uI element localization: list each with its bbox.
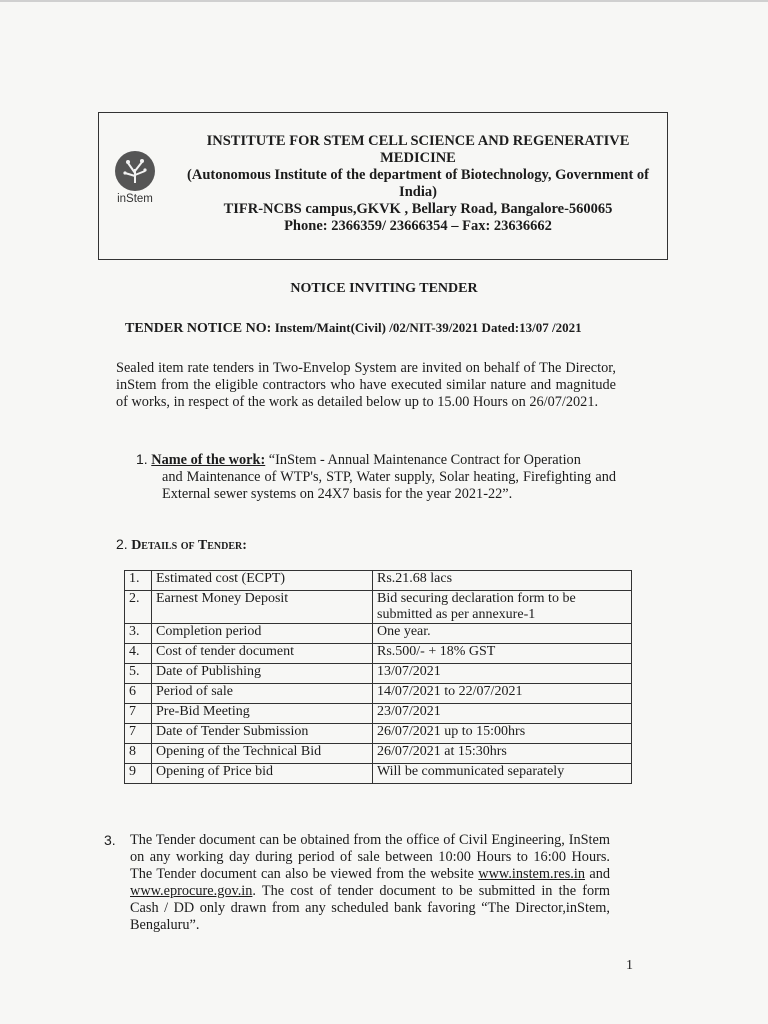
- row-value: One year.: [373, 624, 632, 644]
- institute-header: [169, 133, 667, 235]
- item-number: 1.: [136, 451, 148, 467]
- instem-website-link[interactable]: www.instem.res.in: [478, 866, 585, 882]
- row-number: 7: [125, 704, 152, 724]
- details-row: [125, 644, 632, 664]
- scan-edge: [0, 0, 768, 2]
- header-line: India): [399, 184, 437, 200]
- details-row: [125, 664, 632, 684]
- row-number: 7: [125, 724, 152, 744]
- tender-number: [125, 320, 582, 337]
- row-description: Date of Publishing: [152, 664, 373, 684]
- name-of-work-label: Name of the work:: [151, 452, 266, 468]
- row-value: Rs.21.68 lacs: [373, 571, 632, 591]
- header-line: INSTITUTE FOR STEM CELL SCIENCE AND REGENERATIVE: [206, 133, 630, 149]
- item3-text: . The cost of tender document to be submitted in the form Cash / DD only drawn from any scheduled bank favoring “The Director,inStem, Bengaluru”.: [130, 883, 610, 933]
- row-description: Opening of the Technical Bid: [152, 744, 373, 764]
- details-heading: [116, 536, 247, 554]
- row-description: Date of Tender Submission: [152, 724, 373, 744]
- details-row: [125, 724, 632, 744]
- row-number: 4.: [125, 644, 152, 664]
- tender-number-label: TENDER NOTICE NO:: [125, 321, 272, 336]
- details-row: [125, 744, 632, 764]
- row-value: 14/07/2021 to 22/07/2021: [373, 684, 632, 704]
- row-value: Will be communicated separately: [373, 764, 632, 784]
- row-description: Cost of tender document: [152, 644, 373, 664]
- row-description: Opening of Price bid: [152, 764, 373, 784]
- logo-text: inStem: [117, 193, 153, 205]
- row-number: 2.: [125, 591, 152, 624]
- details-row: [125, 704, 632, 724]
- name-of-work-text: and Maintenance of WTP's, STP, Water supply, Solar heating, Firefighting and External sewer systems on 24X7 basis for the year 2021-22”.: [162, 469, 616, 502]
- header-line: TIFR-NCBS campus,GKVK , Bellary Road, Bangalore-560065: [223, 201, 613, 217]
- item3-text: The Tender document can be obtained from the office of Civil Engineering, InStem on any working day during period of sale between 10:00 Hours to 16:00 Hours. The Tender document can also be viewed from the website: [130, 832, 610, 882]
- instem-logo: [109, 151, 161, 205]
- row-number: 9: [125, 764, 152, 784]
- header-line: Phone: 2366359/ 23666354 – Fax: 23636662: [284, 218, 552, 234]
- row-number: 1.: [125, 571, 152, 591]
- row-number: 8: [125, 744, 152, 764]
- letterhead: [98, 112, 668, 260]
- stem-cell-logo-icon: [115, 151, 155, 191]
- item3-text: and: [584, 866, 610, 882]
- tender-document-info: [104, 832, 610, 934]
- header-line: MEDICINE: [380, 150, 456, 166]
- details-row: [125, 624, 632, 644]
- row-value: 26/07/2021 at 15:30hrs: [373, 744, 632, 764]
- row-value: 26/07/2021 up to 15:00hrs: [373, 724, 632, 744]
- row-description: Earnest Money Deposit: [152, 591, 373, 624]
- row-description: Pre-Bid Meeting: [152, 704, 373, 724]
- row-number: 3.: [125, 624, 152, 644]
- eprocure-website-link[interactable]: www.eprocure.gov.in: [130, 883, 253, 899]
- row-description: Estimated cost (ECPT): [152, 571, 373, 591]
- row-value: 23/07/2021: [373, 704, 632, 724]
- name-of-work: [116, 451, 616, 503]
- details-row: [125, 571, 632, 591]
- tender-number-value: Instem/Maint(Civil) /02/NIT-39/2021 Dated:13/07 /2021: [274, 320, 582, 335]
- page-number: 1: [626, 958, 633, 973]
- row-value: 13/07/2021: [373, 664, 632, 684]
- details-table: [124, 570, 632, 784]
- details-row: [125, 591, 632, 624]
- header-line: (Autonomous Institute of the department of Biotechnology, Government of: [187, 167, 649, 183]
- intro-paragraph: Sealed item rate tenders in Two-Envelop System are invited on behalf of The Director, inStem from the eligible contractors who have executed similar nature and magnitude of works, in respect of the work as detailed below up to 15.00 Hours on 26/07/2021.: [116, 360, 616, 410]
- row-description: Period of sale: [152, 684, 373, 704]
- row-value: Rs.500/- + 18% GST: [373, 644, 632, 664]
- item-number: 3.: [104, 832, 116, 848]
- name-of-work-first-line: “InStem - Annual Maintenance Contract for Operation: [268, 452, 581, 468]
- details-row: [125, 684, 632, 704]
- notice-title: NOTICE INVITING TENDER: [290, 281, 478, 296]
- row-value: Bid securing declaration form to be submitted as per annexure-1: [373, 591, 632, 624]
- row-number: 6: [125, 684, 152, 704]
- details-row: [125, 764, 632, 784]
- details-title: Details of Tender:: [131, 538, 247, 553]
- item-number: 2.: [116, 536, 128, 552]
- row-description: Completion period: [152, 624, 373, 644]
- row-number: 5.: [125, 664, 152, 684]
